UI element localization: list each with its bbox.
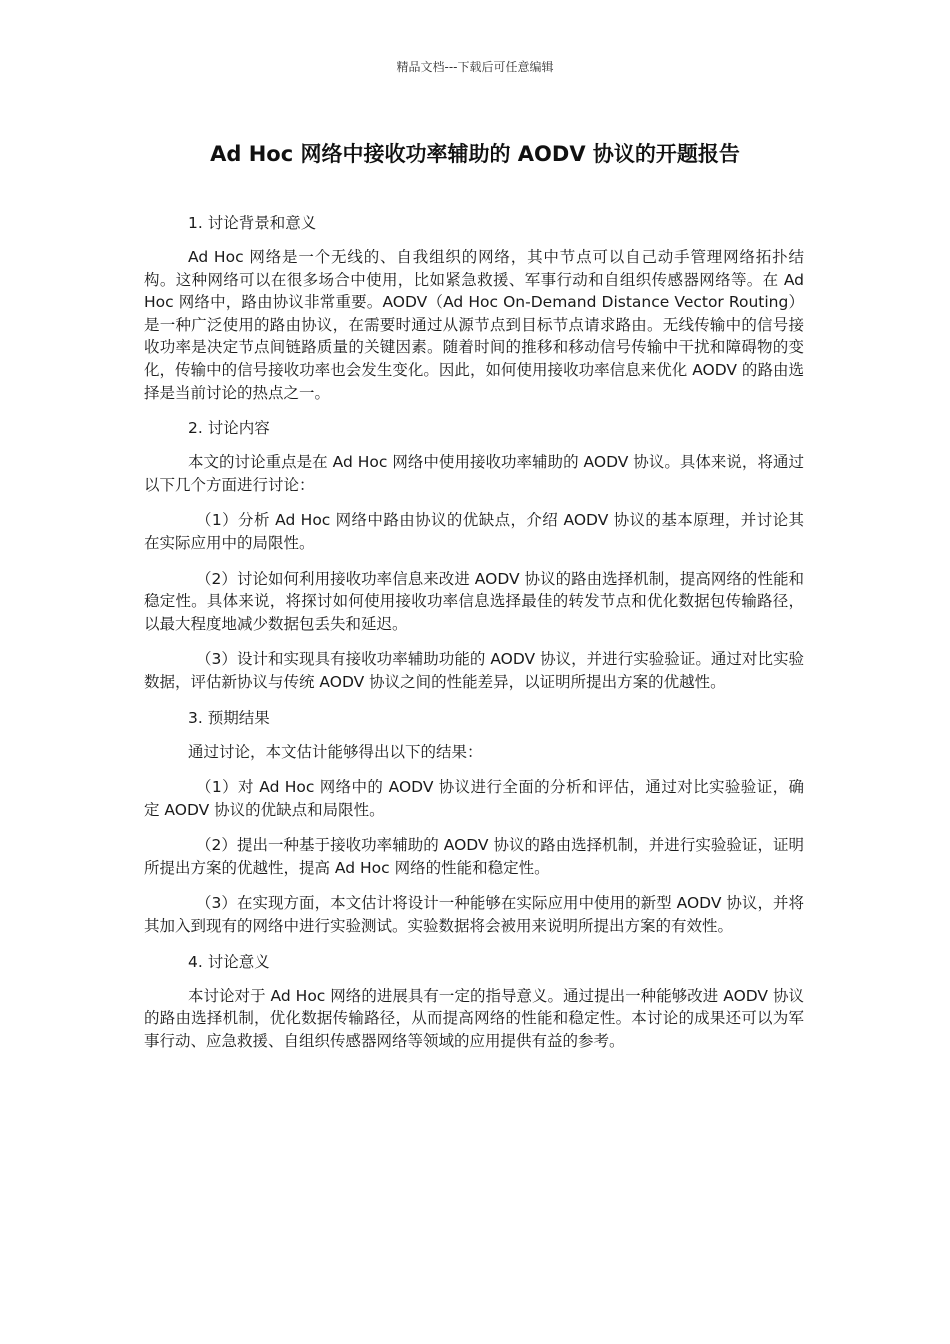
list-item: （2）提出一种基于接收功率辅助的 AODV 协议的路由选择机制，并进行实验验证，证明所提出方案的优越性，提高 Ad Hoc 网络的性能和稳定性。 (144, 836, 804, 877)
header-note: 精品文档---下载后可任意编辑 (396, 60, 554, 74)
list-item: （1）对 Ad Hoc 网络中的 AODV 协议进行全面的分析和评估，通过对比实验验证，确定 AODV 协议的优缺点和局限性。 (144, 778, 804, 819)
list-item: （2）讨论如何利用接收功率信息来改进 AODV 协议的路由选择机制，提高网络的性能和稳定性。具体来说，将探讨如何使用接收功率信息选择最佳的转发节点和优化数据包传输路径，以最大程度地减少数据包丢失和延迟。 (144, 569, 804, 633)
list-item: （3）在实现方面，本文估计将设计一种能够在实际应用中使用的新型 AODV 协议，并将其加入到现有的网络中进行实验测试。实验数据将会被用来说明所提出方案的有效性。 (144, 894, 804, 936)
document-body (144, 212, 804, 1065)
paragraph: 本讨论对于 Ad Hoc 网络的进展具有一定的指导意义。通过提出一种能够改进 AODV 协议的路由选择机制，优化数据传输路径，从而提高网络的性能和稳定性。本讨论的成果还可以为军事行动、应急救援、自组织传感器网络等领域的应用提供有益的参考。 (144, 986, 804, 1050)
section-background (144, 212, 804, 404)
section-content (144, 417, 804, 693)
section-significance (144, 951, 804, 1053)
list-item: （3）设计和实现具有接收功率辅助功能的 AODV 协议，并进行实验验证。通过对比实验数据，评估新协议与传统 AODV 协议之间的性能差异，以证明所提出方案的优越性。 (144, 650, 804, 691)
section-heading: 4. 讨论意义 (188, 952, 270, 971)
section-heading: 3. 预期结果 (188, 708, 270, 727)
paragraph: 本文的讨论重点是在 Ad Hoc 网络中使用接收功率辅助的 AODV 协议。具体来说，将通过以下几个方面进行讨论： (144, 453, 804, 494)
section-heading: 1. 讨论背景和意义 (188, 214, 317, 232)
section-expected-results (144, 707, 804, 938)
paragraph: 通过讨论，本文估计能够得出以下的结果： (188, 742, 483, 761)
document-title: Ad Hoc 网络中接收功率辅助的 AODV 协议的开题报告 (210, 142, 740, 166)
paragraph: Ad Hoc 网络是一个无线的、自我组织的网络，其中节点可以自己动手管理网络拓扑结构。这种网络可以在很多场合中使用，比如紧急救援、军事行动和自组织传感器网络等。在 Ad Hoc 网络中，路由协议非常重要。AODV（Ad Hoc On-Demand Distance Vector Routing）是一种广泛使用的路由协议，在需要时通过从源节点到目标节点请求路由。无线传输中的信号接收功率是决定节点间链路质量的关键因素。随着时间的推移和移动信号传输中干扰和障碍物的变化，传输中的信号接收功率也会发生变化。因此，如何使用接收功率信息来优化 AODV 的路由选择是当前讨论的热点之一。 (144, 248, 804, 402)
section-heading: 2. 讨论内容 (188, 419, 270, 438)
list-item: （1）分析 Ad Hoc 网络中路由协议的优缺点，介绍 AODV 协议的基本原理，并讨论其在实际应用中的局限性。 (144, 511, 804, 552)
